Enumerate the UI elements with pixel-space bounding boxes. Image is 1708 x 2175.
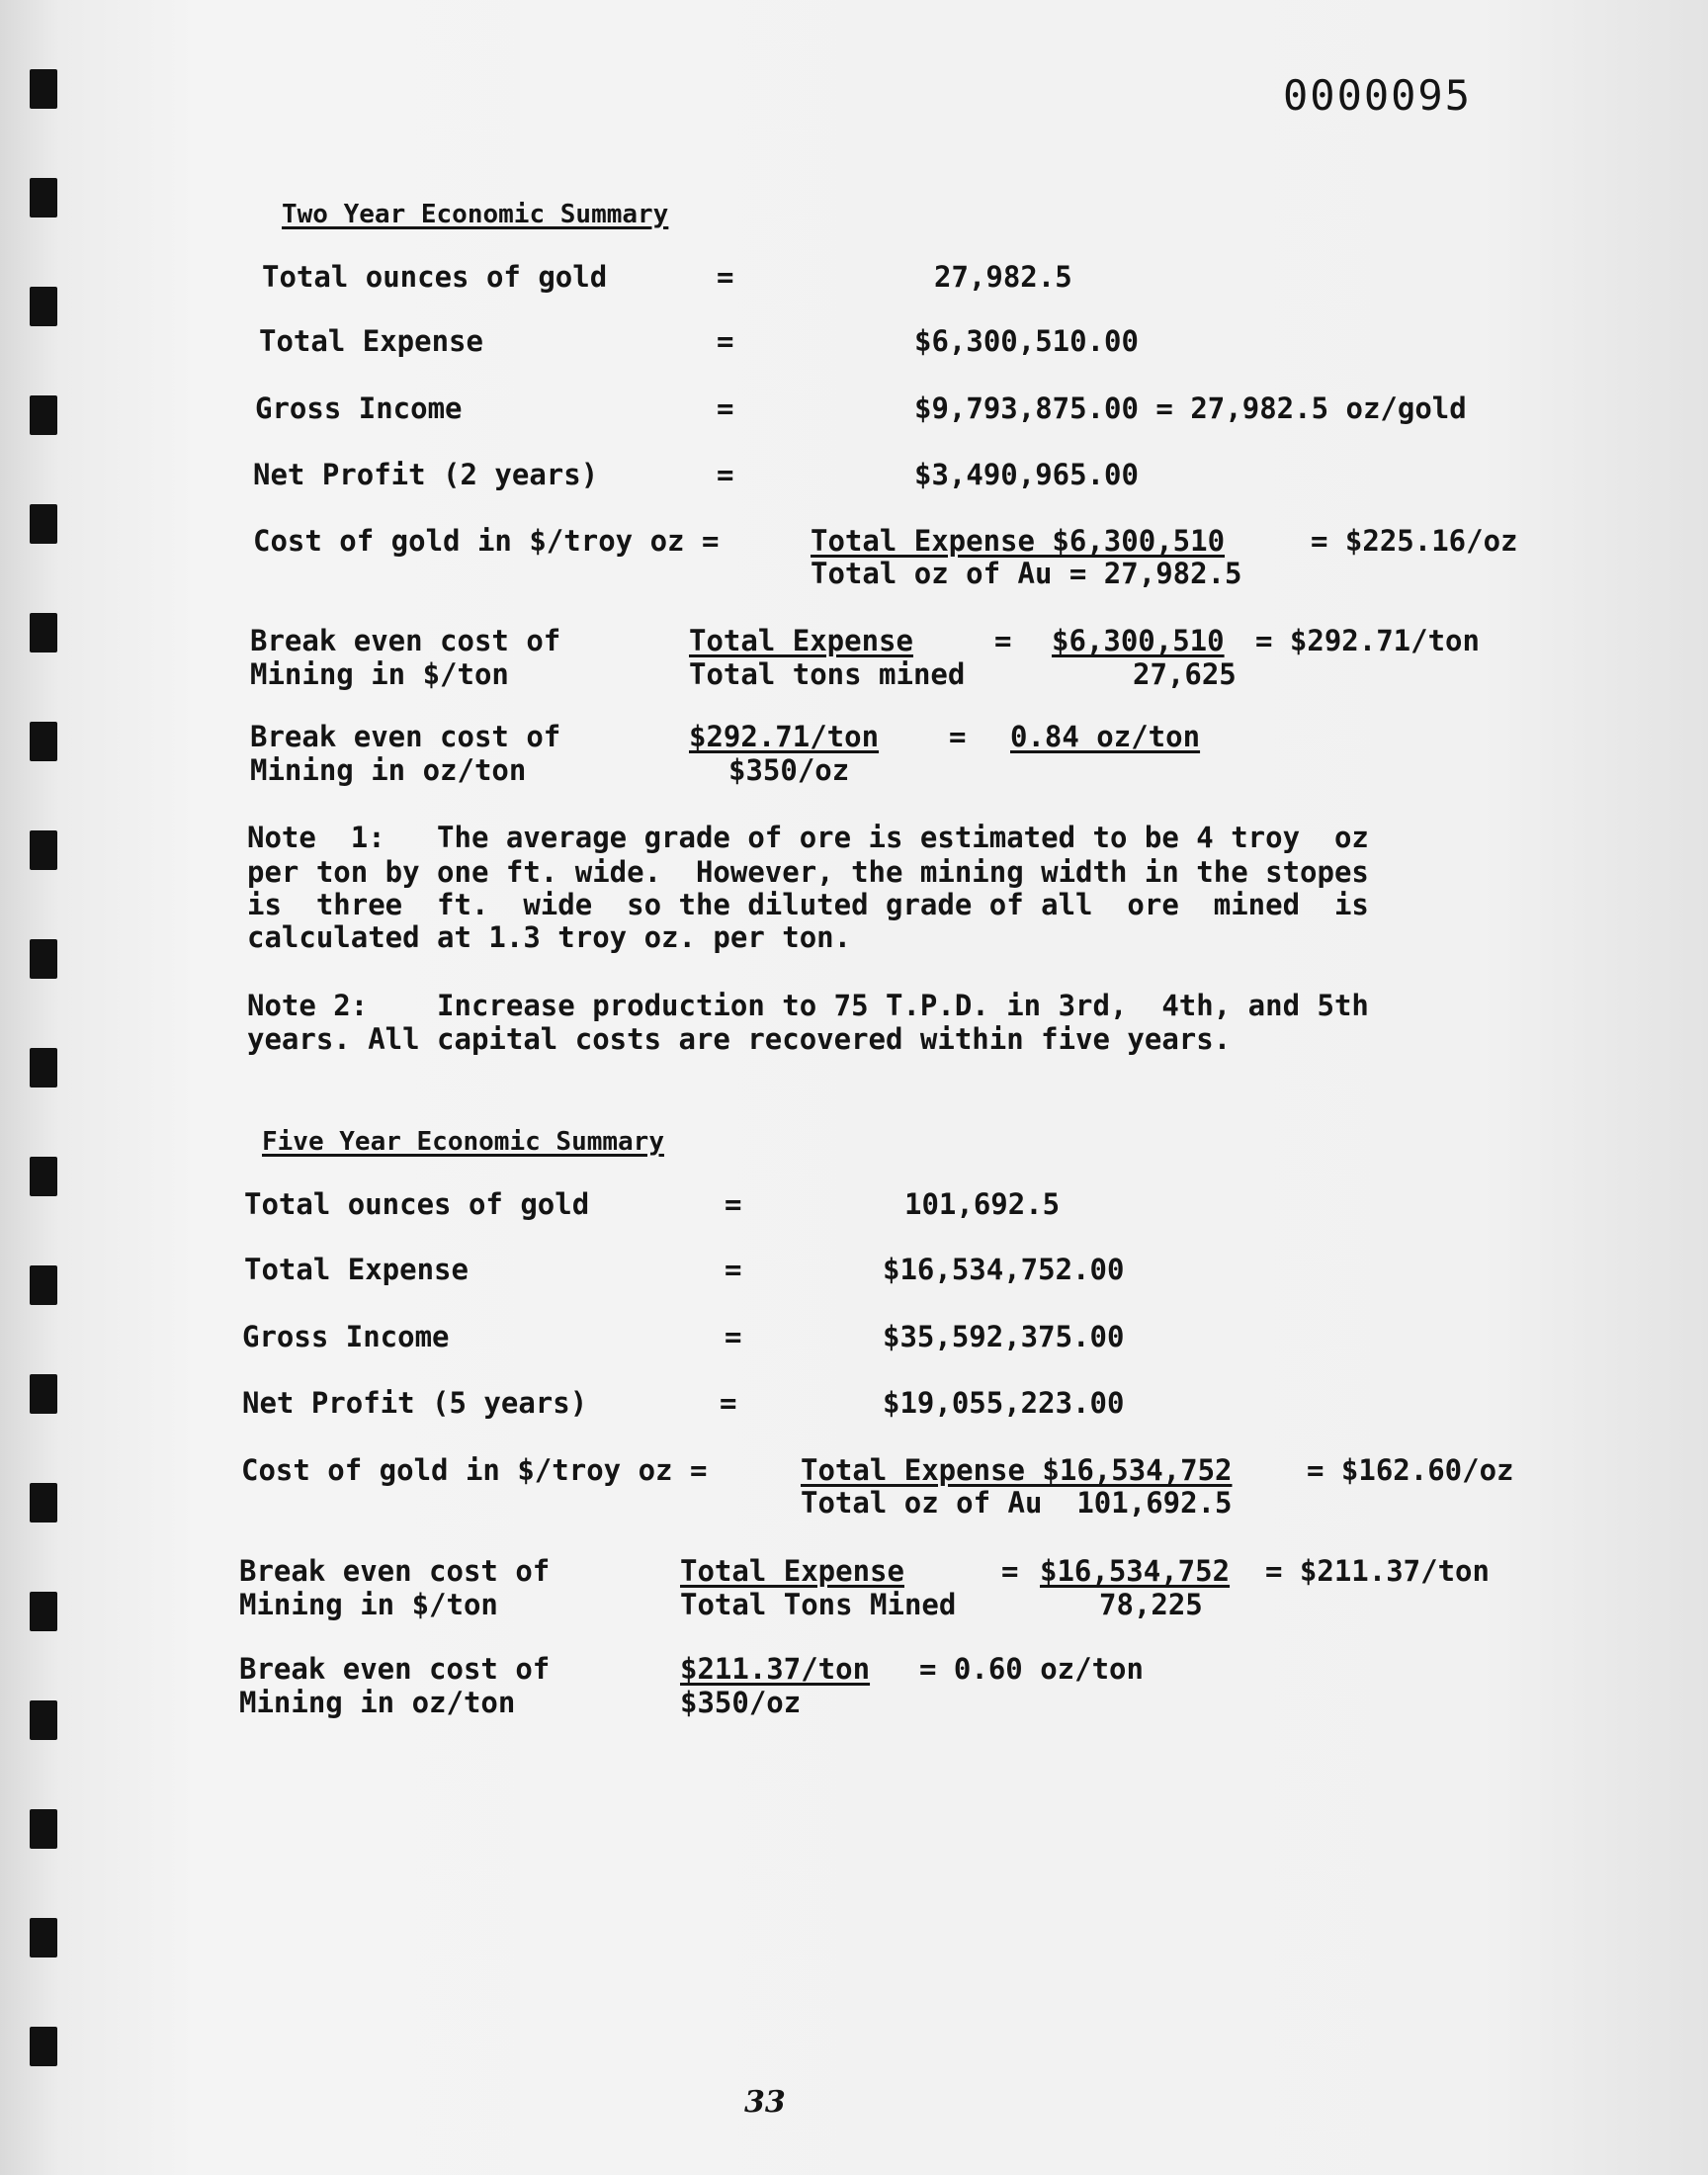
equals-sign: = <box>720 1386 737 1420</box>
binding-ring <box>30 1809 57 1849</box>
row-label: Total Expense <box>259 324 483 358</box>
binding-ring <box>30 1157 57 1196</box>
cost-result: = $225.16/oz <box>1311 524 1518 558</box>
equals-sign: = <box>717 260 734 294</box>
note-2-line: years. All capital costs are recovered within five years. <box>247 1022 1232 1056</box>
binding-ring <box>30 178 57 218</box>
tons-mined-value: 78,225 <box>1099 1588 1203 1621</box>
note-2-line: Note 2: Increase production to 75 T.P.D. in 3rd, 4th, and 5th <box>247 989 1369 1022</box>
note-1-line: per ton by one ft. wide. However, the mining width in the stopes <box>247 855 1369 889</box>
row-value: $6,300,510.00 <box>914 324 1139 358</box>
note-1-line: calculated at 1.3 troy oz. per ton. <box>247 920 852 954</box>
row-label: Total Expense <box>244 1253 469 1286</box>
break-even-oz-label: Mining in oz/ton <box>239 1686 516 1719</box>
row-label: Total ounces of gold <box>262 260 608 294</box>
equals-sign: = <box>725 1187 742 1221</box>
break-even-ton-numerator: Total Expense <box>680 1554 904 1588</box>
binding-ring <box>30 1265 57 1305</box>
binding-ring <box>30 1592 57 1631</box>
binding-ring <box>30 830 57 870</box>
binding-ring <box>30 1374 57 1414</box>
binding-ring <box>30 613 57 652</box>
row-label: Net Profit (5 years) <box>242 1386 588 1420</box>
break-even-ton-label: Mining in $/ton <box>250 657 509 691</box>
equals-sign: = <box>949 720 967 753</box>
row-value: 101,692.5 <box>904 1187 1061 1221</box>
binding-ring <box>30 395 57 435</box>
equals-sign: = <box>717 458 734 491</box>
cost-label: Cost of gold in $/troy oz = <box>241 1453 708 1487</box>
binding-ring <box>30 2027 57 2066</box>
break-even-ton-numerator: Total Expense <box>689 624 913 657</box>
equals-sign: = <box>717 392 734 425</box>
row-value: $9,793,875.00 = 27,982.5 oz/gold <box>914 392 1467 425</box>
break-even-ton-label: Break even cost of <box>250 624 561 657</box>
break-even-oz-denominator: $350/oz <box>680 1686 802 1719</box>
row-value: $3,490,965.00 <box>914 458 1139 491</box>
break-even-ton-denominator: Total tons mined <box>689 657 966 691</box>
cost-result: = $162.60/oz <box>1307 1453 1514 1487</box>
break-even-oz-result: = 0.60 oz/ton <box>919 1652 1144 1686</box>
equals-sign: = <box>725 1253 742 1286</box>
row-value: $16,534,752.00 <box>883 1253 1125 1286</box>
row-value: 27,982.5 <box>934 260 1072 294</box>
spiral-binding <box>0 0 79 2175</box>
break-even-oz-label: Break even cost of <box>250 720 561 753</box>
break-even-ton-denominator: Total Tons Mined <box>680 1588 957 1621</box>
cost-denominator: Total oz of Au = 27,982.5 <box>811 557 1242 590</box>
note-1-line: Note 1: The average grade of ore is estimated to be 4 troy oz <box>247 821 1369 854</box>
section-heading-five-year: Five Year Economic Summary <box>262 1127 664 1157</box>
cost-label: Cost of gold in $/troy oz = <box>253 524 720 558</box>
break-even-ton-result: = $292.71/ton <box>1255 624 1480 657</box>
row-label: Gross Income <box>242 1320 450 1353</box>
cost-denominator: Total oz of Au 101,692.5 <box>801 1486 1233 1520</box>
equals-sign: = <box>725 1320 742 1353</box>
binding-ring <box>30 504 57 544</box>
document-number: 0000095 <box>1283 71 1473 120</box>
binding-ring <box>30 287 57 326</box>
break-even-oz-label: Mining in oz/ton <box>250 753 527 787</box>
binding-ring <box>30 1700 57 1740</box>
break-even-ton-value: $6,300,510 <box>1052 624 1225 657</box>
binding-ring <box>30 1483 57 1522</box>
section-heading-two-year: Two Year Economic Summary <box>282 200 669 229</box>
equals-sign: = <box>994 624 1012 657</box>
binding-ring <box>30 69 57 109</box>
break-even-ton-label: Mining in $/ton <box>239 1588 498 1621</box>
break-even-oz-result: 0.84 oz/ton <box>1010 720 1201 753</box>
cost-numerator: Total Expense $16,534,752 <box>801 1453 1233 1487</box>
break-even-oz-denominator: $350/oz <box>728 753 850 787</box>
break-even-oz-numerator: $211.37/ton <box>680 1652 871 1686</box>
equals-sign: = <box>717 324 734 358</box>
binding-ring <box>30 1918 57 1958</box>
row-label: Net Profit (2 years) <box>253 458 599 491</box>
page-number: 33 <box>744 2085 786 2120</box>
binding-ring <box>30 939 57 979</box>
row-label: Gross Income <box>255 392 463 425</box>
note-1-line: is three ft. wide so the diluted grade of all ore mined is <box>247 888 1369 921</box>
row-value: $19,055,223.00 <box>883 1386 1125 1420</box>
break-even-oz-numerator: $292.71/ton <box>689 720 880 753</box>
row-label: Total ounces of gold <box>244 1187 590 1221</box>
binding-ring <box>30 722 57 761</box>
row-value: $35,592,375.00 <box>883 1320 1125 1353</box>
cost-numerator: Total Expense $6,300,510 <box>811 524 1226 558</box>
equals-sign: = <box>1001 1554 1019 1588</box>
binding-ring <box>30 1048 57 1088</box>
break-even-ton-value: $16,534,752 <box>1040 1554 1231 1588</box>
tons-mined-value: 27,625 <box>1133 657 1237 691</box>
break-even-oz-label: Break even cost of <box>239 1652 551 1686</box>
break-even-ton-label: Break even cost of <box>239 1554 551 1588</box>
break-even-ton-result: = $211.37/ton <box>1265 1554 1490 1588</box>
